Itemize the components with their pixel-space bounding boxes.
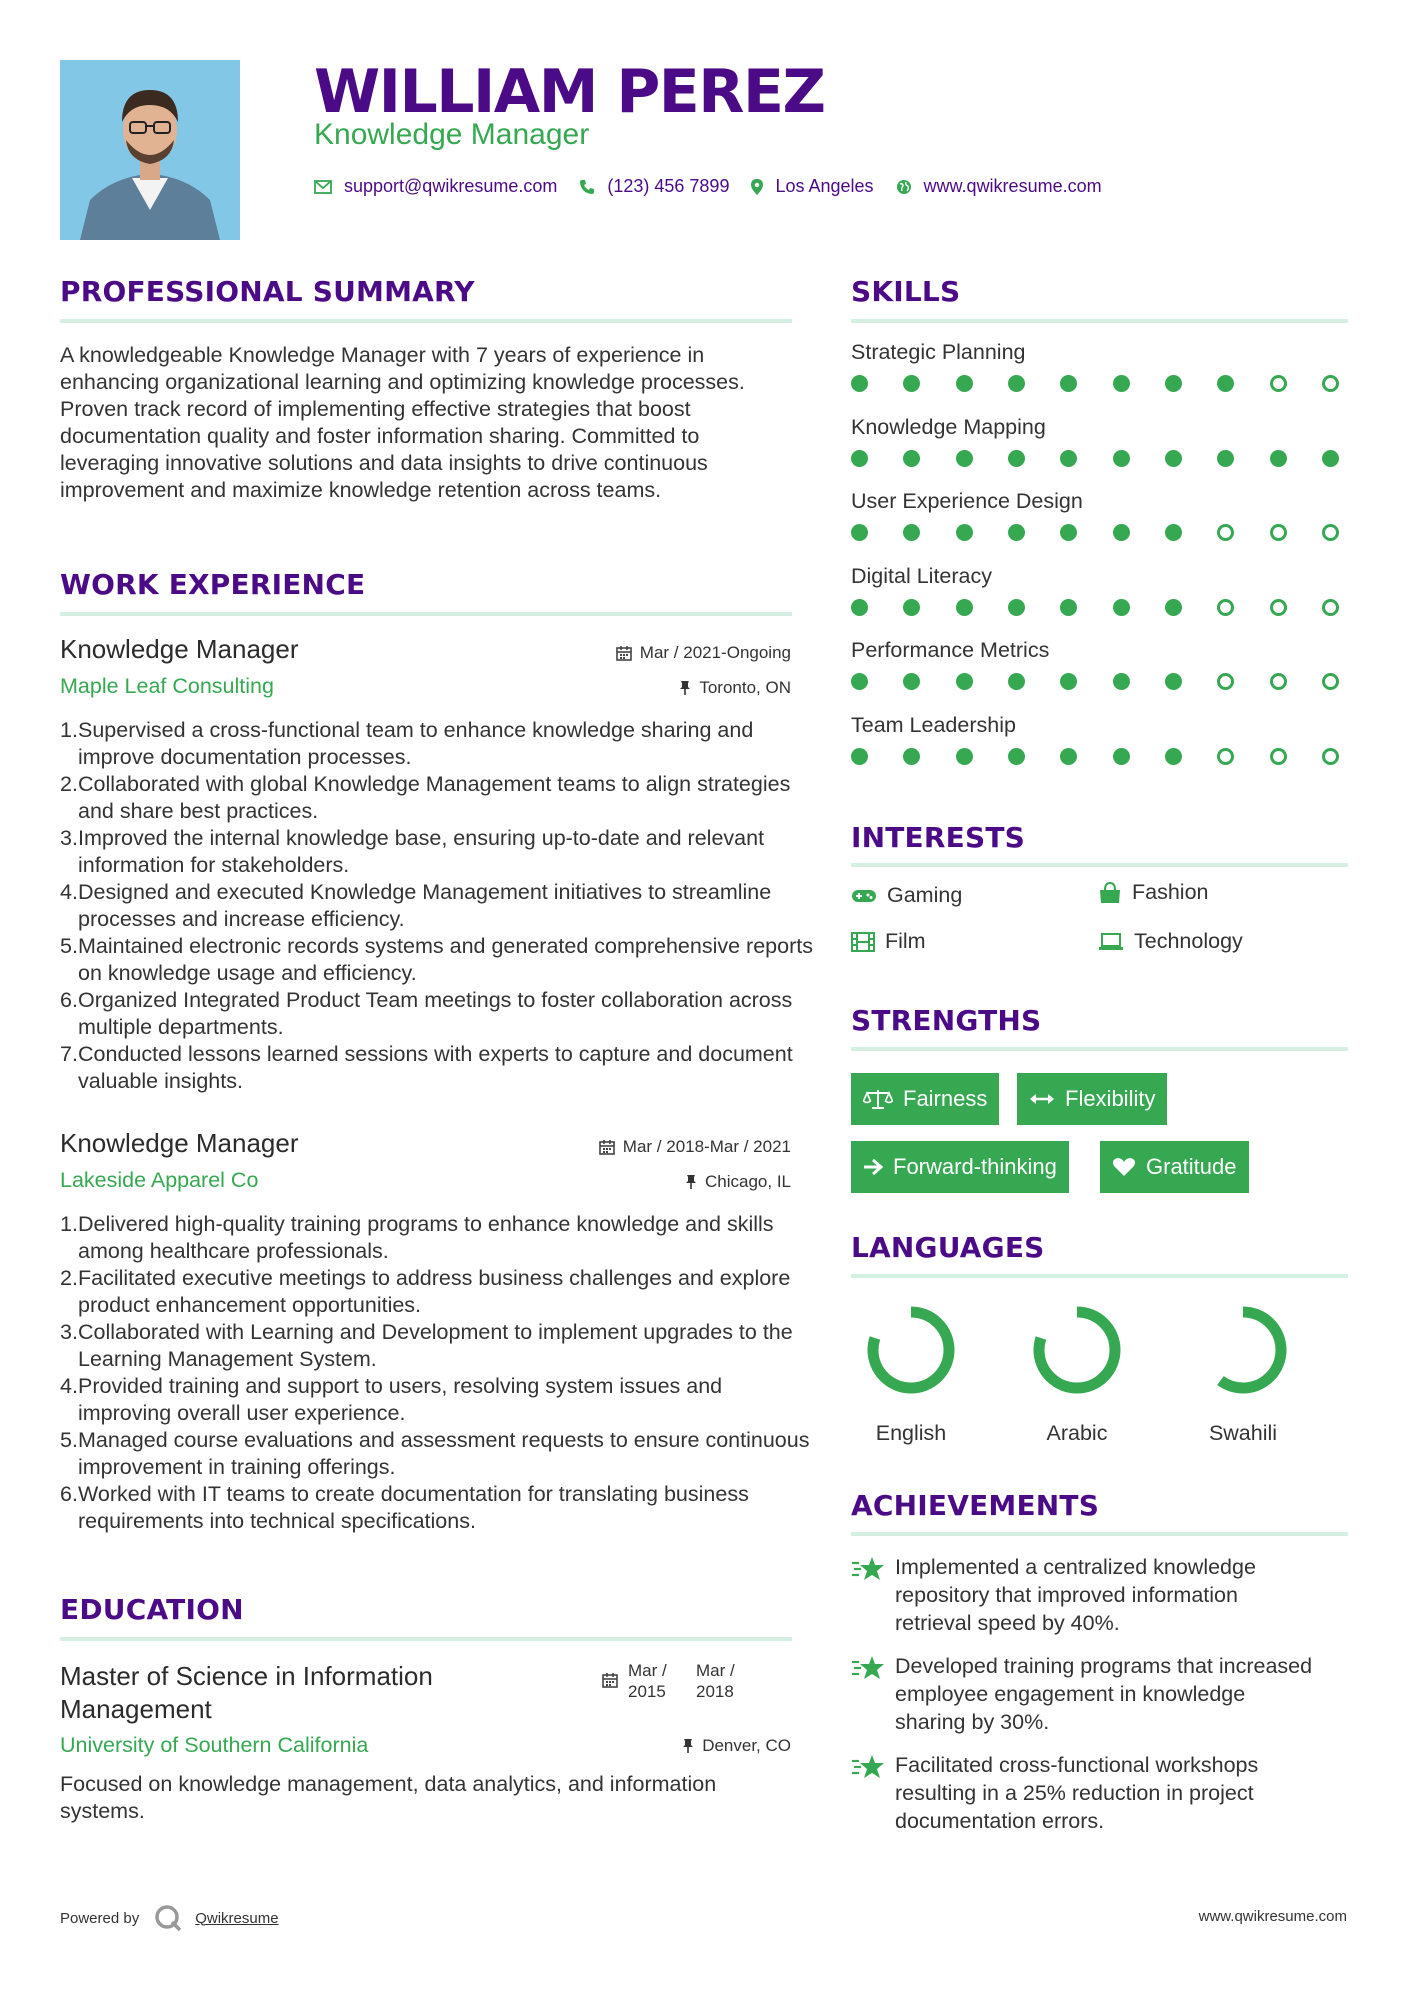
- list-item: 5. Managed course evaluations and assessment requests to ensure continuous improvement in training offerings.: [78, 1427, 818, 1481]
- list-item: 3. Collaborated with Learning and Development to implement upgrades to the Learning Management System.: [78, 1319, 818, 1373]
- achievement-text: Facilitated cross-functional workshops resulting in a 25% reduction in project documentation errors.: [895, 1753, 1259, 1833]
- list-item: 6. Organized Integrated Product Team meetings to foster collaboration across multiple departments.: [78, 987, 818, 1041]
- rating-dot-filled: [1060, 450, 1077, 467]
- skill-row: [851, 713, 1351, 788]
- interests-heading: INTERESTS: [851, 821, 1025, 854]
- education-description: Focused on knowledge management, data analytics, and information systems.: [60, 1772, 717, 1823]
- list-item: 2. Collaborated with global Knowledge Management teams to align strategies and share best practices.: [78, 771, 818, 825]
- calendar-icon: [616, 645, 632, 661]
- degree-line-2: Management: [60, 1694, 212, 1724]
- job-2-duties: [60, 1211, 818, 1535]
- list-item: 7. Conducted lessons learned sessions with experts to capture and document valuable insights.: [78, 1041, 818, 1095]
- language-item: [1007, 1302, 1147, 1446]
- strength-gratitude: [1100, 1141, 1249, 1193]
- skill-rating: [851, 599, 1339, 616]
- education-location-text: Denver, CO: [702, 1736, 791, 1755]
- footer-website[interactable]: www.qwikresume.com: [1198, 1908, 1347, 1925]
- skill-rating: [851, 450, 1339, 467]
- rating-dot-filled: [1008, 524, 1025, 541]
- phone-text: (123) 456 7899: [607, 176, 730, 196]
- rating-dot-filled: [1165, 673, 1182, 690]
- rating-dot-empty: [1217, 673, 1234, 690]
- job-1-duties: [60, 717, 818, 1095]
- language-proficiency-arc: [873, 1312, 949, 1388]
- rating-dot-filled: [851, 524, 868, 541]
- work-rule: [60, 612, 792, 616]
- skill-row: [851, 638, 1351, 713]
- interest-label: Technology: [1134, 929, 1243, 953]
- email-text: support@qwikresume.com: [344, 176, 558, 196]
- education-end-month: Mar /: [696, 1661, 735, 1680]
- rating-dot-filled: [1008, 375, 1025, 392]
- language-name: English: [875, 1421, 947, 1445]
- job-2-company: Lakeside Apparel Co: [60, 1168, 259, 1192]
- skill-name: Strategic Planning: [851, 340, 1026, 364]
- education-dates: [602, 1660, 735, 1702]
- rating-dot-filled: [903, 673, 920, 690]
- skills-list: [851, 340, 1351, 787]
- skill-name: Digital Literacy: [851, 563, 992, 588]
- education-start: [628, 1660, 690, 1702]
- rating-dot-filled: [903, 599, 920, 616]
- calendar-icon: [599, 1139, 615, 1155]
- rating-dot-empty: [1270, 673, 1287, 690]
- work-heading: WORK EXPERIENCE: [60, 568, 366, 601]
- rating-dot-filled: [1165, 524, 1182, 541]
- interest-label: Gaming: [887, 883, 963, 907]
- rating-dot-empty: [1217, 599, 1234, 616]
- achievement-text: Developed training programs that increased employee engagement in knowledge sharing by 30%.: [895, 1654, 1313, 1734]
- achievement-item: [851, 1751, 1315, 1835]
- rating-dot-filled: [1113, 748, 1130, 765]
- job-1-location: [679, 678, 791, 698]
- rating-dot-filled: [1217, 450, 1234, 467]
- strength-flexibility: [1017, 1073, 1167, 1125]
- achievement-item: [851, 1652, 1315, 1736]
- rating-dot-filled: [903, 450, 920, 467]
- rating-dot-filled: [956, 599, 973, 616]
- strength-fairness: [851, 1073, 999, 1125]
- language-proficiency-ring: [863, 1302, 959, 1398]
- rating-dot-filled: [1322, 450, 1339, 467]
- strength-forward-thinking: [851, 1141, 1069, 1193]
- list-item: 4. Provided training and support to users, resolving system issues and improving overall user experience.: [78, 1373, 818, 1427]
- gamepad-icon: [851, 888, 877, 904]
- rating-dot-filled: [956, 375, 973, 392]
- list-item: 3. Improved the internal knowledge base, ensuring up-to-date and relevant information for stakeholders.: [78, 825, 818, 879]
- rating-dot-filled: [1165, 450, 1182, 467]
- strength-label: Gratitude: [1146, 1154, 1237, 1179]
- interest-gaming: [851, 883, 962, 908]
- skill-rating: [851, 375, 1339, 392]
- rating-dot-filled: [1165, 375, 1182, 392]
- achievements-heading: ACHIEVEMENTS: [851, 1489, 1100, 1522]
- rating-dot-filled: [1008, 748, 1025, 765]
- rating-dot-filled: [903, 748, 920, 765]
- contact-location: [751, 176, 873, 197]
- rating-dot-filled: [851, 450, 868, 467]
- rating-dot-empty: [1322, 673, 1339, 690]
- language-name: Swahili: [1208, 1421, 1278, 1445]
- skill-rating: [851, 673, 1339, 690]
- job-1-title: Knowledge Manager: [60, 634, 299, 664]
- skill-row: [851, 564, 1351, 639]
- qwikresume-logo-icon: [153, 1903, 183, 1933]
- job-2-location: [685, 1172, 791, 1192]
- skill-rating: [851, 748, 1339, 765]
- skill-rating: [851, 524, 1339, 541]
- rating-dot-filled: [1008, 599, 1025, 616]
- degree-title: [60, 1660, 433, 1726]
- rating-dot-filled: [903, 375, 920, 392]
- brand-link[interactable]: Qwikresume: [195, 1909, 279, 1927]
- skill-name: Team Leadership: [851, 712, 1016, 737]
- language-name: Arabic: [1046, 1421, 1108, 1445]
- education-start-month: Mar /: [628, 1661, 667, 1680]
- phone-icon: [579, 179, 595, 195]
- rating-dot-filled: [1270, 450, 1287, 467]
- rating-dot-empty: [1270, 524, 1287, 541]
- rating-dot-filled: [1165, 599, 1182, 616]
- candidate-name: WILLIAM PEREZ: [314, 57, 825, 127]
- balance-scale-icon: [863, 1088, 893, 1110]
- job-1-location-text: Toronto, ON: [699, 678, 791, 697]
- contact-email[interactable]: [314, 176, 557, 197]
- job-1-dates-text: Mar / 2021-Ongoing: [639, 643, 791, 662]
- language-proficiency-arc: [1205, 1312, 1281, 1388]
- achievement-text: Implemented a centralized knowledge repository that improved information retrieval speed by 40%.: [895, 1555, 1256, 1635]
- education-heading: EDUCATION: [60, 1593, 244, 1626]
- job-2-title: Knowledge Manager: [60, 1128, 299, 1158]
- languages-rule: [851, 1274, 1348, 1278]
- achievement-item: [851, 1553, 1315, 1637]
- achievements-rule: [851, 1532, 1348, 1536]
- rating-dot-empty: [1322, 524, 1339, 541]
- shopping-bag-icon: [1098, 882, 1122, 904]
- job-2-dates: [599, 1137, 791, 1157]
- map-marker-icon: [751, 179, 763, 195]
- globe-icon: [896, 179, 912, 195]
- job-2-location-text: Chicago, IL: [705, 1172, 791, 1191]
- arrow-right-icon: [863, 1158, 883, 1176]
- pushpin-icon: [682, 1738, 694, 1754]
- calendar-icon: [602, 1672, 618, 1688]
- pushpin-icon: [685, 1174, 697, 1190]
- education-location: [682, 1736, 791, 1756]
- rating-dot-empty: [1270, 599, 1287, 616]
- interest-film: [851, 929, 926, 954]
- list-item: 2. Facilitated executive meetings to address business challenges and explore product enhancement opportunities.: [78, 1265, 818, 1319]
- rating-dot-filled: [851, 375, 868, 392]
- summary-text: A knowledgeable Knowledge Manager with 7 years of experience in enhancing organizational learning and optimizing knowledge processes. Proven track record of implementing effective strategies that boost documentation quality and foster information sharing. Committed to leveraging innovative solutions and data insights to drive continuous improvement and maximize knowledge retention across teams.: [60, 343, 745, 502]
- candidate-title: Knowledge Manager: [314, 118, 590, 151]
- list-item: 1. Delivered high-quality training programs to enhance knowledge and skills among healthcare professionals.: [78, 1211, 818, 1265]
- powered-by-text: Powered by: [60, 1909, 140, 1927]
- heart-icon: [1112, 1157, 1136, 1177]
- language-proficiency-ring: [1029, 1302, 1125, 1398]
- envelope-icon: [314, 180, 332, 194]
- rating-dot-empty: [1322, 748, 1339, 765]
- skills-heading: SKILLS: [851, 275, 961, 308]
- rating-dot-filled: [956, 748, 973, 765]
- rating-dot-filled: [1113, 673, 1130, 690]
- footer-powered-by: [60, 1903, 279, 1933]
- language-proficiency-arc: [1039, 1312, 1115, 1388]
- strength-label: Forward-thinking: [893, 1154, 1057, 1179]
- skill-name: Knowledge Mapping: [851, 414, 1046, 439]
- summary-heading: PROFESSIONAL SUMMARY: [60, 275, 475, 308]
- list-item: 6. Worked with IT teams to create documentation for translating business requirements into technical specifications.: [78, 1481, 818, 1535]
- rating-dot-filled: [1060, 599, 1077, 616]
- languages-heading: LANGUAGES: [851, 1231, 1045, 1264]
- degree-line-1: Master of Science in Information: [60, 1661, 433, 1691]
- list-item: 1. Supervised a cross-functional team to enhance knowledge sharing and improve documentation processes.: [78, 717, 818, 771]
- pushpin-icon: [679, 680, 691, 696]
- rating-dot-filled: [1165, 748, 1182, 765]
- arrows-horizontal-icon: [1029, 1092, 1055, 1106]
- rating-dot-filled: [1060, 524, 1077, 541]
- laptop-icon: [1098, 933, 1124, 951]
- education-rule: [60, 1637, 792, 1641]
- language-item: [841, 1302, 981, 1446]
- rating-dot-empty: [1322, 375, 1339, 392]
- rating-dot-filled: [1060, 375, 1077, 392]
- skill-row: [851, 340, 1351, 415]
- rating-dot-filled: [956, 673, 973, 690]
- star-achievement-icon: [851, 1654, 885, 1682]
- skill-row: [851, 489, 1351, 564]
- rating-dot-filled: [851, 599, 868, 616]
- job-2-dates-text: Mar / 2018-Mar / 2021: [622, 1137, 791, 1156]
- location-text: Los Angeles: [775, 176, 874, 196]
- rating-dot-filled: [851, 673, 868, 690]
- contact-website[interactable]: [896, 176, 1102, 197]
- language-proficiency-ring: [1195, 1302, 1291, 1398]
- education-start-year: 2015: [628, 1682, 666, 1701]
- skills-rule: [851, 319, 1348, 323]
- job-1-company: Maple Leaf Consulting: [60, 674, 274, 698]
- list-item: 5. Maintained electronic records systems and generated comprehensive reports on knowledge usage and efficiency.: [78, 933, 818, 987]
- rating-dot-filled: [1060, 673, 1077, 690]
- rating-dot-filled: [903, 524, 920, 541]
- job-1-dates: [616, 643, 791, 663]
- interest-fashion: [1098, 880, 1209, 905]
- summary-rule: [60, 319, 792, 323]
- language-item: [1173, 1302, 1313, 1446]
- interests-rule: [851, 863, 1348, 867]
- interest-label: Film: [885, 929, 926, 953]
- list-item: 4. Designed and executed Knowledge Management initiatives to streamline processes and increase efficiency.: [78, 879, 818, 933]
- profile-photo: [60, 60, 240, 240]
- rating-dot-empty: [1270, 748, 1287, 765]
- rating-dot-filled: [1113, 599, 1130, 616]
- rating-dot-filled: [956, 450, 973, 467]
- strength-label: Flexibility: [1065, 1086, 1156, 1111]
- rating-dot-filled: [851, 748, 868, 765]
- rating-dot-filled: [1217, 375, 1234, 392]
- school-name: University of Southern California: [60, 1733, 369, 1757]
- rating-dot-filled: [1008, 673, 1025, 690]
- interest-label: Fashion: [1132, 880, 1209, 904]
- rating-dot-filled: [1113, 375, 1130, 392]
- rating-dot-empty: [1322, 599, 1339, 616]
- star-achievement-icon: [851, 1753, 885, 1781]
- strength-label: Fairness: [903, 1086, 988, 1111]
- film-icon: [851, 932, 875, 952]
- rating-dot-filled: [1113, 450, 1130, 467]
- interest-technology: [1098, 929, 1243, 954]
- rating-dot-empty: [1270, 375, 1287, 392]
- skill-name: Performance Metrics: [851, 638, 1050, 662]
- skill-row: [851, 415, 1351, 490]
- website-text: www.qwikresume.com: [923, 176, 1102, 196]
- rating-dot-empty: [1217, 748, 1234, 765]
- rating-dot-empty: [1217, 524, 1234, 541]
- education-end: [690, 1660, 735, 1702]
- strengths-heading: STRENGTHS: [851, 1004, 1042, 1037]
- skill-name: User Experience Design: [851, 489, 1083, 513]
- rating-dot-filled: [1060, 748, 1077, 765]
- contact-phone[interactable]: [579, 176, 729, 197]
- rating-dot-filled: [1113, 524, 1130, 541]
- rating-dot-filled: [1008, 450, 1025, 467]
- strengths-rule: [851, 1047, 1348, 1051]
- star-achievement-icon: [851, 1555, 885, 1583]
- contact-bar: [314, 176, 1124, 197]
- education-end-year: 2018: [696, 1682, 734, 1701]
- rating-dot-filled: [956, 524, 973, 541]
